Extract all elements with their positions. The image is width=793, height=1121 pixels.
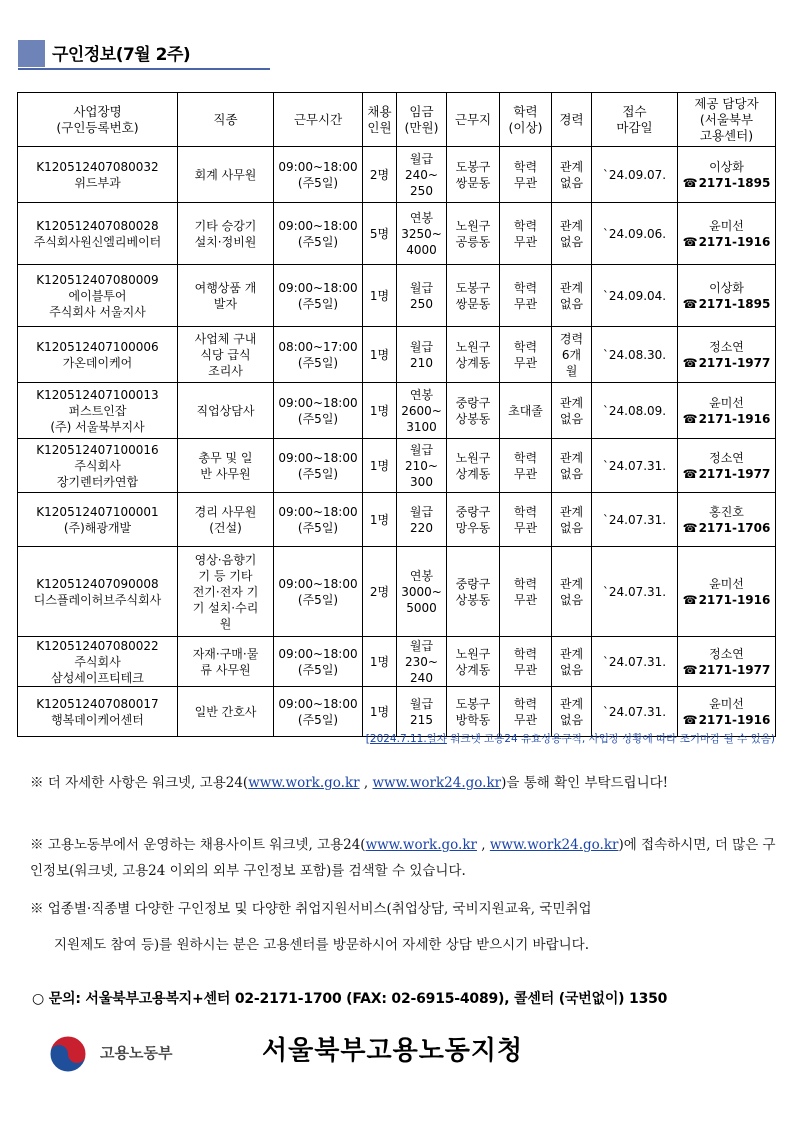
cell-job: 자재·구매·물 류 사무원 bbox=[178, 637, 274, 687]
cell-hires: 2명 bbox=[363, 147, 397, 203]
cell-deadline: `24.07.31. bbox=[592, 439, 678, 493]
cell-wage: 월급 210~ 300 bbox=[397, 439, 447, 493]
cell-job: 기타 승강기 설치·정비원 bbox=[178, 203, 274, 265]
cell-wage: 월급 240~ 250 bbox=[397, 147, 447, 203]
cell-experience: 관계 없음 bbox=[552, 439, 592, 493]
manager-name: 윤미선 bbox=[709, 576, 744, 591]
table-row bbox=[18, 687, 776, 737]
cell-manager bbox=[678, 203, 776, 265]
phone-icon: ☎ bbox=[682, 520, 698, 535]
worknet-link[interactable]: www.work.go.kr bbox=[248, 775, 360, 791]
cell-manager bbox=[678, 637, 776, 687]
cell-wage: 연봉 3250~ 4000 bbox=[397, 203, 447, 265]
manager-phone: 2171-1977 bbox=[698, 355, 771, 370]
phone-icon: ☎ bbox=[682, 466, 698, 481]
cell-manager bbox=[678, 493, 776, 547]
cell-hours: 09:00~18:00 (주5일) bbox=[274, 203, 363, 265]
cell-company: K120512407100001 (주)해광개발 bbox=[18, 493, 178, 547]
cell-job: 총무 및 일 반 사무원 bbox=[178, 439, 274, 493]
ministry-logo bbox=[48, 1034, 198, 1070]
cell-job: 직업상담사 bbox=[178, 383, 274, 439]
cell-deadline: `24.07.31. bbox=[592, 493, 678, 547]
manager-name: 이상화 bbox=[709, 280, 744, 295]
notice-job-search: ※ 고용노동부에서 운영하는 채용사이트 워크넷, 고용24(www.work.go.kr , www.work24.go.kr)에 접속하시면, 더 많은 구인정보(워크넷, 고용24 이외의 외부 구인정보 포함)를 검색할 수 있습니다. bbox=[30, 837, 776, 879]
header-company: 사업장명 (구인등록번호) bbox=[18, 93, 178, 147]
manager-name: 정소연 bbox=[709, 646, 744, 661]
cell-hires: 1명 bbox=[363, 687, 397, 737]
cell-education: 학력 무관 bbox=[500, 493, 552, 547]
cell-hours: 09:00~18:00 (주5일) bbox=[274, 493, 363, 547]
table-header-row bbox=[18, 93, 776, 147]
cell-location: 중랑구 망우동 bbox=[447, 493, 500, 547]
cell-location: 중랑구 상봉동 bbox=[447, 383, 500, 439]
manager-phone: 2171-1916 bbox=[698, 411, 771, 426]
cell-deadline: `24.08.09. bbox=[592, 383, 678, 439]
manager-name: 윤미선 bbox=[709, 395, 744, 410]
cell-location: 노원구 상계동 bbox=[447, 637, 500, 687]
office-name: 서울북부고용노동지청 bbox=[262, 1036, 524, 1066]
cell-company: K120512407100006 가온데이케어 bbox=[18, 327, 178, 383]
phone-icon: ☎ bbox=[682, 662, 698, 677]
cell-experience: 관계 없음 bbox=[552, 203, 592, 265]
cell-job: 일반 간호사 bbox=[178, 687, 274, 737]
cell-company: K120512407080032 위드부과 bbox=[18, 147, 178, 203]
phone-icon: ☎ bbox=[682, 712, 698, 727]
cell-education: 학력 무관 bbox=[500, 203, 552, 265]
cell-education: 초대졸 bbox=[500, 383, 552, 439]
phone-icon: ☎ bbox=[682, 355, 698, 370]
cell-company: K120512407080009 에이블투어 주식회사 서울지사 bbox=[18, 265, 178, 327]
cell-hires: 1명 bbox=[363, 327, 397, 383]
header-education: 학력 (이상) bbox=[500, 93, 552, 147]
cell-hires: 2명 bbox=[363, 547, 397, 637]
work24-link-2[interactable]: www.work24.go.kr bbox=[489, 837, 619, 853]
table-row bbox=[18, 547, 776, 637]
table-row bbox=[18, 203, 776, 265]
cell-hires: 1명 bbox=[363, 493, 397, 547]
cell-education: 학력 무관 bbox=[500, 547, 552, 637]
table-row bbox=[18, 493, 776, 547]
cell-job: 사업체 구내 식당 급식 조리사 bbox=[178, 327, 274, 383]
cell-manager bbox=[678, 547, 776, 637]
cell-job: 경리 사무원 (건설) bbox=[178, 493, 274, 547]
manager-name: 정소연 bbox=[709, 450, 744, 465]
cell-deadline: `24.09.04. bbox=[592, 265, 678, 327]
cell-manager bbox=[678, 147, 776, 203]
cell-wage: 월급 220 bbox=[397, 493, 447, 547]
cell-company: K120512407100016 주식회사 장기렌터카연합 bbox=[18, 439, 178, 493]
cell-experience: 관계 없음 bbox=[552, 383, 592, 439]
page-title: 구인정보(7월 2주) bbox=[52, 45, 191, 65]
header-location: 근무지 bbox=[447, 93, 500, 147]
work24-link[interactable]: www.work24.go.kr bbox=[372, 775, 502, 791]
cell-company: K120512407100013 퍼스트인잡 (주) 서울북부지사 bbox=[18, 383, 178, 439]
manager-phone: 2171-1895 bbox=[698, 175, 771, 190]
table-row bbox=[18, 637, 776, 687]
manager-phone: 2171-1706 bbox=[698, 520, 771, 535]
cell-wage: 연봉 2600~ 3100 bbox=[397, 383, 447, 439]
cell-education: 학력 무관 bbox=[500, 687, 552, 737]
table-row bbox=[18, 147, 776, 203]
cell-hires: 1명 bbox=[363, 439, 397, 493]
header-experience: 경력 bbox=[552, 93, 592, 147]
table-row bbox=[18, 327, 776, 383]
cell-job: 여행상품 개 발자 bbox=[178, 265, 274, 327]
cell-hours: 09:00~18:00 (주5일) bbox=[274, 147, 363, 203]
cell-deadline: `24.09.07. bbox=[592, 147, 678, 203]
cell-location: 노원구 상계동 bbox=[447, 327, 500, 383]
table-note-date: 2024.7.11.일자 bbox=[369, 733, 447, 745]
phone-icon: ☎ bbox=[682, 175, 698, 190]
cell-wage: 월급 215 bbox=[397, 687, 447, 737]
page-title-bar bbox=[18, 38, 270, 68]
cell-company: K120512407080017 행복데이케어센터 bbox=[18, 687, 178, 737]
cell-job: 회계 사무원 bbox=[178, 147, 274, 203]
cell-location: 도봉구 쌍문동 bbox=[447, 265, 500, 327]
cell-hours: 08:00~17:00 (주5일) bbox=[274, 327, 363, 383]
header-manager: 제공 담당자 (서울북부 고용센터) bbox=[678, 93, 776, 147]
header-hours: 근무시간 bbox=[274, 93, 363, 147]
cell-education: 학력 무관 bbox=[500, 265, 552, 327]
cell-hours: 09:00~18:00 (주5일) bbox=[274, 687, 363, 737]
table-row bbox=[18, 383, 776, 439]
cell-hires: 5명 bbox=[363, 203, 397, 265]
cell-wage: 월급 210 bbox=[397, 327, 447, 383]
cell-hours: 09:00~18:00 (주5일) bbox=[274, 637, 363, 687]
job-listing-table bbox=[17, 92, 776, 737]
manager-phone: 2171-1916 bbox=[698, 712, 771, 727]
header-hires: 채용 인원 bbox=[363, 93, 397, 147]
cell-manager bbox=[678, 687, 776, 737]
cell-company: K120512407090008 디스플레이허브주식회사 bbox=[18, 547, 178, 637]
cell-manager bbox=[678, 439, 776, 493]
cell-wage: 월급 230~ 240 bbox=[397, 637, 447, 687]
cell-education: 학력 무관 bbox=[500, 327, 552, 383]
manager-phone: 2171-1916 bbox=[698, 592, 771, 607]
cell-hours: 09:00~18:00 (주5일) bbox=[274, 439, 363, 493]
cell-experience: 경력 6개 월 bbox=[552, 327, 592, 383]
cell-hires: 1명 bbox=[363, 637, 397, 687]
cell-experience: 관계 없음 bbox=[552, 147, 592, 203]
job-rows bbox=[18, 147, 776, 737]
title-square-icon bbox=[18, 40, 45, 67]
cell-hours: 09:00~18:00 (주5일) bbox=[274, 265, 363, 327]
cell-education: 학력 무관 bbox=[500, 439, 552, 493]
manager-name: 윤미선 bbox=[709, 696, 744, 711]
cell-education: 학력 무관 bbox=[500, 637, 552, 687]
cell-education: 학력 무관 bbox=[500, 147, 552, 203]
manager-name: 홍진호 bbox=[709, 504, 744, 519]
table-note-text: 워크넷 고용24 유효상용구직, 사업장 상황에 따라 조기마감 될 수 있음) bbox=[446, 733, 775, 745]
header-job: 직종 bbox=[178, 93, 274, 147]
table-row bbox=[18, 439, 776, 493]
cell-deadline: `24.09.06. bbox=[592, 203, 678, 265]
cell-experience: 관계 없음 bbox=[552, 265, 592, 327]
phone-icon: ☎ bbox=[682, 234, 698, 249]
title-underline bbox=[18, 68, 270, 70]
header-deadline: 접수 마감일 bbox=[592, 93, 678, 147]
cell-location: 도봉구 쌍문동 bbox=[447, 147, 500, 203]
cell-deadline: `24.07.31. bbox=[592, 547, 678, 637]
cell-experience: 관계 없음 bbox=[552, 687, 592, 737]
cell-deadline: `24.07.31. bbox=[592, 687, 678, 737]
cell-hires: 1명 bbox=[363, 265, 397, 327]
contact-info: ○ 문의: 서울북부고용복지+센터 02-2171-1700 (FAX: 02-6915-4089), 콜센터 (국번없이) 1350 bbox=[32, 991, 668, 1007]
cell-location: 중랑구 상봉동 bbox=[447, 547, 500, 637]
manager-phone: 2171-1977 bbox=[698, 662, 771, 677]
cell-experience: 관계 없음 bbox=[552, 493, 592, 547]
phone-icon: ☎ bbox=[682, 296, 698, 311]
notice-website: ※ 더 자세한 사항은 워크넷, 고용24(www.work.go.kr , www.work24.go.kr)을 통해 확인 부탁드립니다! bbox=[30, 775, 669, 791]
cell-wage: 연봉 3000~ 5000 bbox=[397, 547, 447, 637]
cell-wage: 월급 250 bbox=[397, 265, 447, 327]
cell-experience: 관계 없음 bbox=[552, 547, 592, 637]
manager-name: 윤미선 bbox=[709, 218, 744, 233]
cell-manager bbox=[678, 327, 776, 383]
phone-icon: ☎ bbox=[682, 592, 698, 607]
cell-location: 노원구 상계동 bbox=[447, 439, 500, 493]
manager-name: 정소연 bbox=[709, 339, 744, 354]
cell-deadline: `24.07.31. bbox=[592, 637, 678, 687]
cell-company: K120512407080028 주식회사원신엘리베이터 bbox=[18, 203, 178, 265]
manager-phone: 2171-1895 bbox=[698, 296, 771, 311]
cell-experience: 관계 없음 bbox=[552, 637, 592, 687]
manager-phone: 2171-1916 bbox=[698, 234, 771, 249]
cell-manager bbox=[678, 383, 776, 439]
taegeuk-logo-icon bbox=[48, 1034, 88, 1074]
header-wage: 임금 (만원) bbox=[397, 93, 447, 147]
cell-hours: 09:00~18:00 (주5일) bbox=[274, 383, 363, 439]
manager-phone: 2171-1977 bbox=[698, 466, 771, 481]
cell-hours: 09:00~18:00 (주5일) bbox=[274, 547, 363, 637]
cell-location: 노원구 공릉동 bbox=[447, 203, 500, 265]
worknet-link-2[interactable]: www.work.go.kr bbox=[365, 837, 477, 853]
phone-icon: ☎ bbox=[682, 411, 698, 426]
cell-location: 도봉구 방학동 bbox=[447, 687, 500, 737]
cell-deadline: `24.08.30. bbox=[592, 327, 678, 383]
cell-job: 영상·음향기 기 등 기타 전기·전자 기 기 설치·수리 원 bbox=[178, 547, 274, 637]
ministry-name: 고용노동부 bbox=[100, 1044, 173, 1062]
notice-employment-center: ※ 업종별·직종별 다양한 구인정보 및 다양한 취업지원서비스(취업상담, 국비지원교육, 국민취업 지원제도 참여 등)를 원하시는 분은 고용센터를 방문하시어 자세한 상담 받으시기 바랍니다. bbox=[30, 901, 592, 953]
cell-manager bbox=[678, 265, 776, 327]
cell-hires: 1명 bbox=[363, 383, 397, 439]
table-row bbox=[18, 265, 776, 327]
cell-company: K120512407080022 주식회사 삼성세이프티테크 bbox=[18, 637, 178, 687]
manager-name: 이상화 bbox=[709, 159, 744, 174]
table-note: [2024.7.11.일자 워크넷 고용24 유효상용구직, 사업장 상황에 따라 조기마감 될 수 있음) bbox=[365, 733, 775, 745]
